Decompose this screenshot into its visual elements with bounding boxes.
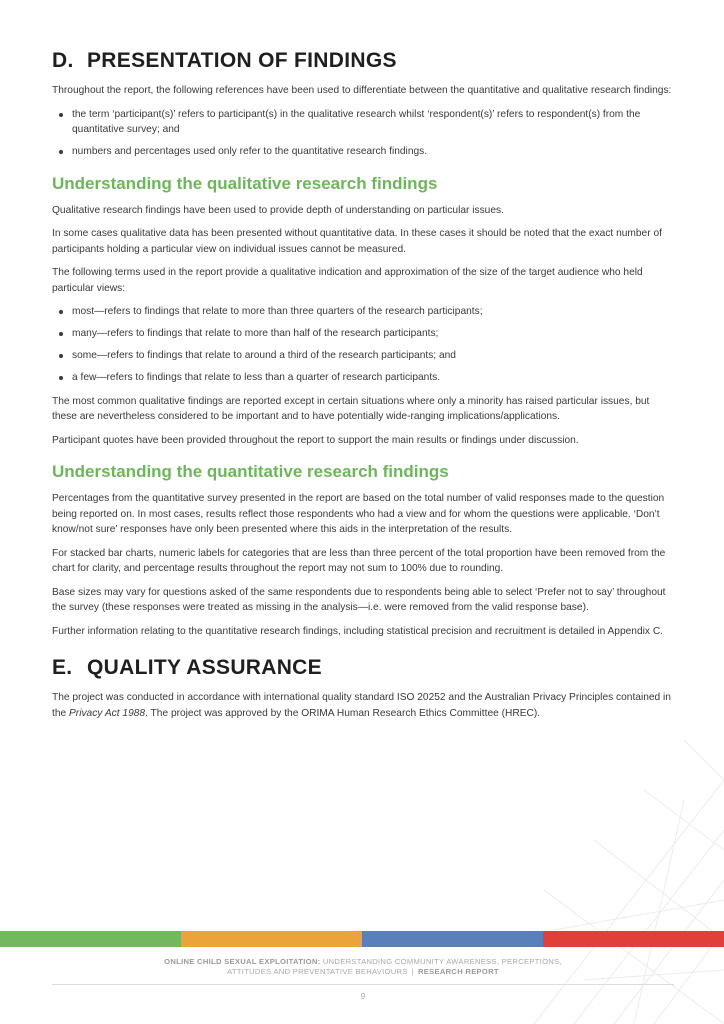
footer-divider — [52, 984, 674, 985]
list-item: some—refers to findings that relate to around a third of the research participants; and — [52, 348, 674, 364]
section-d-title: PRESENTATION OF FINDINGS — [87, 49, 397, 72]
list-item: the term ‘participant(s)’ refers to participant(s) in the qualitative research whilst ‘respondent(s)’ refers to respondent(s) from the quantitative survey; and — [52, 107, 674, 138]
footer-report-type: RESEARCH REPORT — [417, 967, 499, 976]
quantitative-paragraph-2: For stacked bar charts, numeric labels for categories that are less than three percent of the total proportion have been removed from the chart for clarity, and percentage results throughout the report may not sum to 100% due to rounding. — [52, 547, 666, 574]
list-item: many—refers to findings that relate to more than half of the research participants; — [52, 326, 674, 342]
footer-report-title — [52, 957, 674, 977]
quantitative-paragraph-1: Percentages from the quantitative survey presented in the report are based on the total number of valid responses made to the question being reported on. In most cases, results reflect those respondents who had a view and for whom the questions were applicable. ‘Don’t know/not sure’ responses have only been presented where this aids in the interpretation of the results. — [52, 493, 665, 535]
quantitative-heading: Understanding the quantitative research findings — [52, 462, 449, 481]
list-item: a few—refers to findings that relate to less than a quarter of research participants. — [52, 370, 674, 386]
list-item: numbers and percentages used only refer to the quantitative research findings. — [52, 144, 674, 160]
qualitative-paragraph-5: Participant quotes have been provided throughout the report to support the main results or findings under discussion. — [52, 434, 579, 446]
section-d-bullet-list — [52, 107, 674, 160]
footer-title-bold: ONLINE CHILD SEXUAL EXPLOITATION: — [164, 957, 321, 966]
footer-separator: | — [411, 967, 414, 976]
color-bar-strip — [0, 931, 724, 947]
section-d-letter: D. — [52, 49, 74, 72]
blue-bar — [362, 931, 543, 947]
qualitative-heading: Understanding the qualitative research findings — [52, 173, 438, 193]
section-e-text-start: The project was conducted in accordance with international quality standard ISO 20252 and the Australian Privacy Principles contained in the — [52, 692, 671, 719]
decorative-line-pattern — [534, 740, 724, 1024]
quantitative-paragraph-3: Base sizes may vary for questions asked of the same respondents due to respondents being able to select ‘Prefer not to say’ throughout the survey (these responses were treated as missing in the analysis—i.e. were removed from the valid response base). — [52, 586, 666, 613]
privacy-act-title: Privacy Act 1988 — [69, 707, 146, 719]
section-e-title: QUALITY ASSURANCE — [87, 656, 322, 679]
section-e-text-end: . The project was approved by the ORIMA Human Research Ethics Committee (HREC). — [145, 707, 541, 719]
page-content — [52, 48, 674, 729]
page-number: 9 — [360, 992, 366, 1001]
quantitative-paragraph-4: Further information relating to the quantitative research findings, including statistical precision and recruitment is detailed in Appendix C. — [52, 625, 664, 637]
green-bar — [0, 931, 181, 947]
list-item: most—refers to findings that relate to more than three quarters of the research participants; — [52, 304, 674, 320]
section-d-heading — [52, 48, 674, 74]
qualitative-terms-list — [52, 304, 674, 386]
qualitative-paragraph-1: Qualitative research findings have been used to provide depth of understanding on particular issues. — [52, 204, 504, 216]
red-bar — [543, 931, 724, 947]
footer-title-line2: ATTITUDES AND PREVENTATIVE BEHAVIOURS — [227, 967, 408, 976]
section-d-intro: Throughout the report, the following references have been used to differentiate between the quantitative and qualitative research findings: — [52, 85, 672, 96]
qualitative-paragraph-3: The following terms used in the report provide a qualitative indication and approximation of the size of the target audience who held particular views: — [52, 267, 643, 294]
footer-title-line1: UNDERSTANDING COMMUNITY AWARENESS, PERCEPTIONS, — [320, 957, 562, 966]
section-e-letter: E. — [52, 656, 73, 679]
section-e-heading — [52, 655, 674, 681]
orange-bar — [181, 931, 362, 947]
qualitative-paragraph-4: The most common qualitative findings are reported except in certain situations where only a minority has raised particular issues, but these are nevertheless considered to be important and to have potentially wide-ranging implications/applications. — [52, 395, 650, 422]
section-e-paragraph — [52, 690, 674, 721]
qualitative-paragraph-2: In some cases qualitative data has been presented without quantitative data. In these cases it should be noted that the exact number of participants holding a particular view on individual issues cannot be measured. — [52, 228, 662, 255]
